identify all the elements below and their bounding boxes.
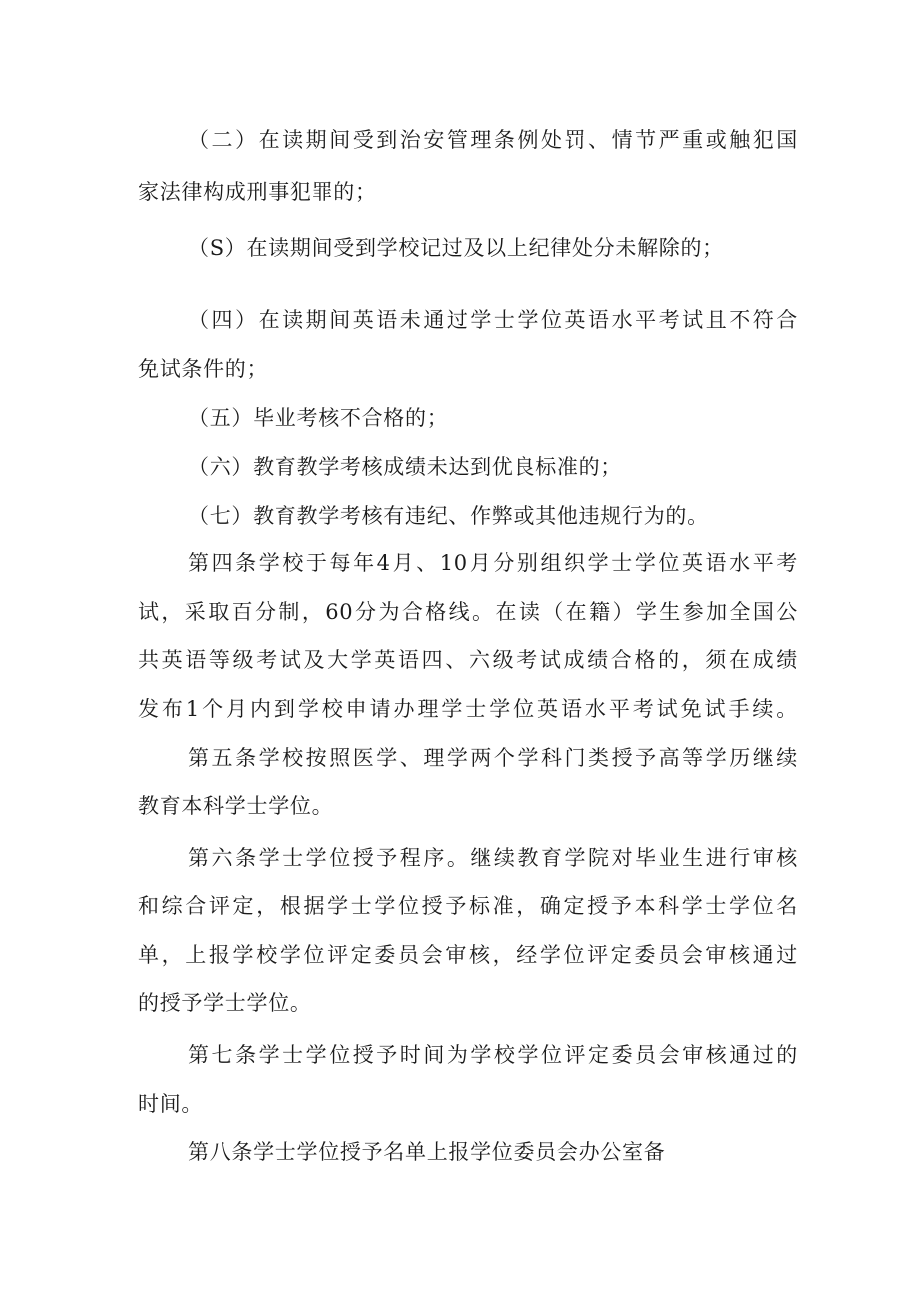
article-5-line-1: 第五条学校按照医学、理学两个学科门类授予高等学历继续 — [188, 746, 798, 770]
article-6-line-2: 和综合评定，根据学士学位授予标准，确定授予本科学士学位名 — [138, 894, 798, 918]
article-6-line-1: 第六条学士学位授予程序。继续教育学院对毕业生进行审核 — [188, 846, 798, 870]
article-7-line-2: 时间。 — [138, 1092, 204, 1116]
article-4-line-1: 第四条学校于每年4月、10月分别组织学士学位英语水平考 — [188, 551, 798, 575]
article-4-line-3: 共英语等级考试及大学英语四、六级考试成绩合格的，须在成绩 — [138, 648, 798, 672]
article-7-line-1: 第七条学士学位授予时间为学校学位评定委员会审核通过的 — [188, 1043, 798, 1067]
item-4-line-1: （四）在读期间英语未通过学士学位英语水平考试且不符合 — [188, 308, 798, 332]
item-7-line-1: （七）教育教学考核有违纪、作弊或其他违规行为的。 — [188, 504, 709, 528]
item-2-line-2: 家法律构成刑事犯罪的； — [138, 180, 377, 204]
item-3-line-1: （S）在读期间受到学校记过及以上纪律处分未解除的； — [188, 236, 724, 260]
article-4-line-2: 试，采取百分制，60分为合格线。在读（在籍）学生参加全国公 — [138, 600, 798, 624]
article-6-line-4: 的授予学士学位。 — [138, 991, 312, 1015]
item-6-line-1: （六）教育教学考核成绩未达到优良标准的； — [188, 455, 622, 479]
article-5-line-2: 教育本科学士学位。 — [138, 794, 334, 818]
article-8-line-1: 第八条学士学位授予名单上报学位委员会办公室备 — [188, 1140, 666, 1164]
article-6-line-3: 单，上报学校学位评定委员会审核，经学位评定委员会审核通过 — [138, 943, 798, 967]
item-2-line-1: （二）在读期间受到治安管理条例处罚、情节严重或触犯国 — [188, 128, 798, 152]
item-4-line-2: 免试条件的； — [138, 357, 269, 381]
article-4-line-4: 发布1个月内到学校申请办理学士学位英语水平考试免试手续。 — [138, 697, 798, 721]
item-5-line-1: （五）毕业考核不合格的； — [188, 406, 449, 430]
